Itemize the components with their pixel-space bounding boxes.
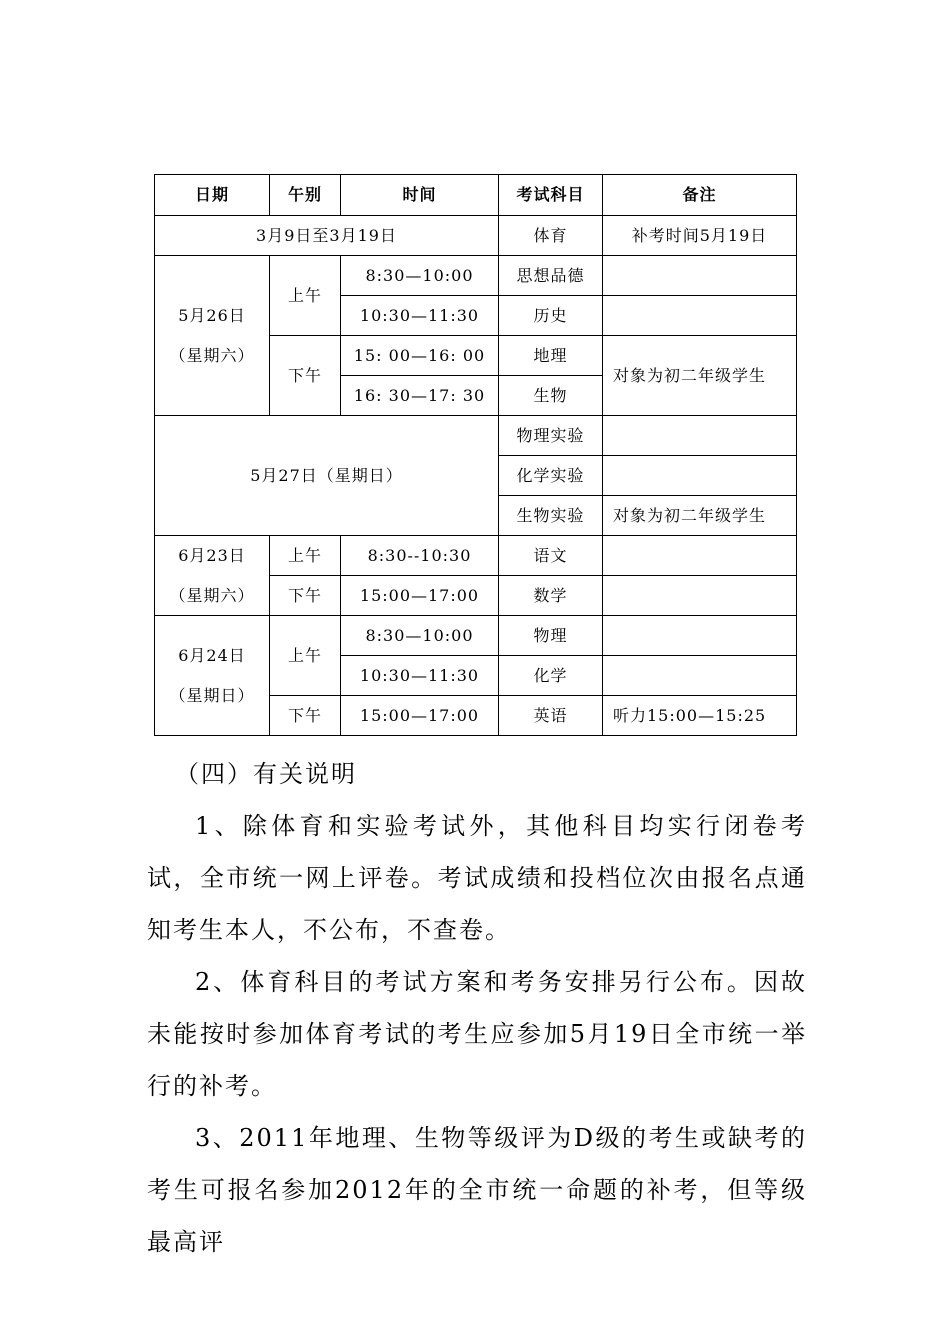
time-cell: 8:30--10:30 (341, 536, 499, 576)
remark-cell (603, 536, 797, 576)
remark-cell: 听力15:00—15:25 (603, 696, 797, 736)
remark-cell (603, 576, 797, 616)
table-header-row (155, 175, 797, 216)
subject-cell: 思想品德 (499, 256, 603, 296)
remark-cell (603, 456, 797, 496)
table-row (155, 256, 797, 296)
subject-cell: 体育 (499, 216, 603, 256)
date-cell (155, 256, 270, 416)
period-cell: 上午 (270, 536, 341, 576)
subject-cell: 物理实验 (499, 416, 603, 456)
notes-section (147, 748, 807, 1268)
remark-cell (603, 256, 797, 296)
date-text: 6月24日 (178, 645, 246, 665)
subject-cell: 生物实验 (499, 496, 603, 536)
table-row (155, 616, 797, 656)
time-cell: 8:30—10:00 (341, 256, 499, 296)
weekday-text: （星期六） (169, 345, 255, 365)
paragraph-3: 3、2011年地理、生物等级评为D级的考生或缺考的考生可报名参加2012年的全市统一命题的补考，但等级最高评 (147, 1124, 807, 1256)
remark-cell: 对象为初二年级学生 (603, 336, 797, 416)
date-cell: 5月27日（星期日） (155, 416, 499, 536)
period-cell: 下午 (270, 576, 341, 616)
subject-cell: 化学实验 (499, 456, 603, 496)
time-cell: 8:30—10:00 (341, 616, 499, 656)
remark-cell (603, 616, 797, 656)
period-cell: 上午 (270, 616, 341, 696)
remark-cell: 补考时间5月19日 (603, 216, 797, 256)
time-cell: 15:00—17:00 (341, 576, 499, 616)
table-row (155, 416, 797, 456)
header-time: 时间 (341, 175, 499, 216)
weekday-text: （星期六） (169, 585, 255, 605)
subject-cell: 数学 (499, 576, 603, 616)
remark-cell (603, 416, 797, 456)
subject-cell: 英语 (499, 696, 603, 736)
table-row (155, 216, 797, 256)
paragraph-2: 2、体育科目的考试方案和考务安排另行公布。因故未能按时参加体育考试的考生应参加5月19日全市统一举行的补考。 (147, 968, 807, 1100)
date-text: 5月26日 (178, 305, 246, 325)
header-period: 午别 (270, 175, 341, 216)
date-text: 6月23日 (178, 545, 246, 565)
time-cell: 10:30—11:30 (341, 656, 499, 696)
subject-cell: 地理 (499, 336, 603, 376)
date-cell (155, 616, 270, 736)
subject-cell: 化学 (499, 656, 603, 696)
section-heading: （四）有关说明 (175, 760, 357, 788)
table-row (155, 536, 797, 576)
time-cell: 15:00—17:00 (341, 696, 499, 736)
time-cell: 10:30—11:30 (341, 296, 499, 336)
header-remark: 备注 (603, 175, 797, 216)
subject-cell: 语文 (499, 536, 603, 576)
subject-cell: 物理 (499, 616, 603, 656)
date-cell (155, 536, 270, 616)
period-cell: 下午 (270, 696, 341, 736)
weekday-text: （星期日） (169, 685, 255, 705)
time-cell: 16: 30—17: 30 (341, 376, 499, 416)
time-cell: 15: 00—16: 00 (341, 336, 499, 376)
subject-cell: 生物 (499, 376, 603, 416)
remark-cell: 对象为初二年级学生 (603, 496, 797, 536)
paragraph-1: 1、除体育和实验考试外，其他科目均实行闭卷考试，全市统一网上评卷。考试成绩和投档位次由报名点通知考生本人，不公布，不查卷。 (147, 812, 807, 944)
remark-cell (603, 296, 797, 336)
header-subject: 考试科目 (499, 175, 603, 216)
period-cell: 下午 (270, 336, 341, 416)
date-cell: 3月9日至3月19日 (155, 216, 499, 256)
remark-cell (603, 656, 797, 696)
exam-schedule-table (154, 174, 797, 736)
subject-cell: 历史 (499, 296, 603, 336)
period-cell: 上午 (270, 256, 341, 336)
header-date: 日期 (155, 175, 270, 216)
